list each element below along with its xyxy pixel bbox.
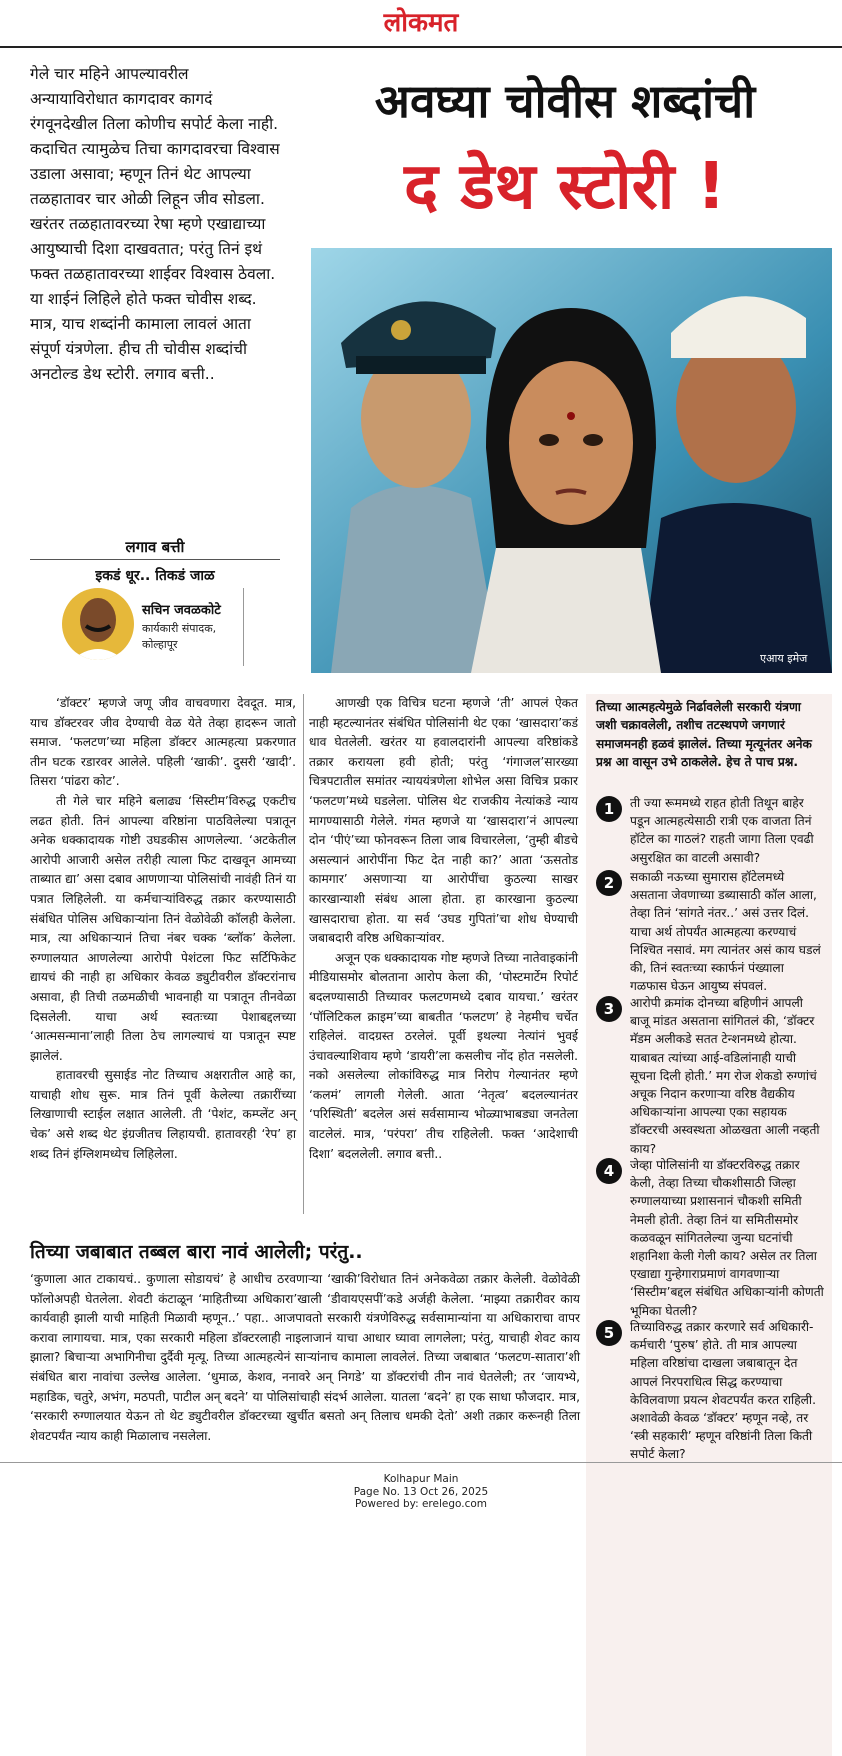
question-number-badge: 4 (596, 1158, 622, 1184)
question-item (596, 868, 824, 995)
column-tagline: इकडं धूर.. तिकडं जाळ (95, 568, 215, 584)
author-role (142, 621, 216, 653)
edition-name: Kolhapur Main (383, 1473, 459, 1485)
author-designation: कार्यकारी संपादक, (142, 622, 217, 635)
sidebar-intro: तिच्या आत्महत्येमुळे निर्ढावलेली सरकारी यंत्रणा जशी चक्रावलेली, तशीच तटस्थपणे जगणारं समाजमनही हळवं झालेलं. तिच्या मृत्यूनंतर अनेक प्रश्न आ वासून उभे ठाकलेले. हेच ते पाच प्रश्न. (596, 700, 812, 770)
paragraph: आणखी एक विचित्र घटना म्हणजे ‘ती’ आपलं ऐकत नाही म्हटल्यानंतर संबंधित पोलिसांनी थेट एका ‘खासदारा’कडं धाव घेतलेली. खरंतर या हवालदारांनी आपल्या वरिष्ठांकडे तक्रार करायला हवी होती; परंतु ‘गंगाजल’सारख्या चित्रपटातील समांतर न्याययंत्रणेला शोभेल असा विचित्र प्रकार ‘फलटण’मध्ये घडलेला. पोलिस थेट राजकीय नेत्यांकडे न्याय मागण्यासाठी गेलेले. गंमत म्हणजे या ‘खासदारा’नं आपल्या दोन ‘पीएं’च्या फोनवरून तिला जाब विचारलेला, ‘तुम्ही बीडचे असल्यानं आरोपींना फिट देत नाही का?’ आता ‘ऊसतोड कामगार’ असणाऱ्या या आरोपींचा कुठल्या साखर कारखान्याशी संबंध आला होता. हा कारखाना कुठल्या खासदाराचा होता. या सर्व ‘उघड गुपितां’चा शोध घेण्याची जबाबदारी वरिष्ठ अधिकाऱ्यांवर. (309, 696, 578, 946)
author-divider (243, 588, 244, 666)
headline-line1: अवघ्या चोवीस शब्दांची (374, 74, 756, 128)
paragraph: हातावरची सुसाईड नोट तिच्याच अक्षरातील आहे का, याचाही शोध सुरू. मात्र तिनं पूर्वी केलेल्या तक्रारींच्या लिखाणाची स्टाईल लक्षात आलेली. ती ‘पेशंट, कम्प्लेंट अन् चेक’ असे शब्द थेट इंग्रजीतच लिहायची. हातावरही ‘रेप’ हा शब्द तिनं इंग्लिशमध्येच लिहिलेला. (30, 1068, 296, 1161)
question-item (596, 794, 824, 867)
question-number-badge: 2 (596, 870, 622, 896)
newspaper-logo: लोकमत (383, 8, 459, 38)
question-text: सकाळी नऊच्या सुमारास हॉटेलमध्ये असताना जेवणाच्या डब्यासाठी कॉल आला, तेव्हा तिनं ‘सांगते नंतर..’ असं उत्तर दिलं. याचा अर्थ तोपर्यंत आत्महत्या करण्याचं निश्चित नसावं. मग त्यानंतर असं काय घडलं की, तिनं स्वतःच्या स्कार्फनं पंख्याला गळफास घेऊन आयुष्य संपवलं. (630, 870, 821, 994)
intro-paragraph: गेले चार महिने आपल्यावरील अन्यायाविरोधात कागदावर कागदं रंगवूनदेखील तिला कोणीच सपोर्ट केला नाही. कदाचित त्यामुळेच तिचा कागदावरचा विश्वास उडाला असावा; म्हणून तिनं थेट आपल्या तळहातावर चार ओळी लिहून जीव सोडला. खरंतर तळहातावरच्या रेषा म्हणे एखाद्याच्या आयुष्याची दिशा दाखवतात; परंतु तिनं इथं फक्त तळहातावरच्या शाईवर विश्वास ठेवला. या शाईनं लिहिले होते फक्त चोवीस शब्द. मात्र, याच शब्दांनी कामाला लावलं आता संपूर्ण यंत्रणेला. हीच ती चोवीस शब्दांची अनटोल्ड डेथ स्टोरी. लगाव बत्ती.. (30, 65, 280, 383)
woman-doctor-figure (471, 308, 661, 673)
paragraph: ‘डॉक्टर’ म्हणजे जणू जीव वाचवणारा देवदूत. मात्र, याच डॉक्टरवर जीव देण्याची वेळ येते तेव्हा हादरून जातो समाज. ‘फलटण’च्या महिला डॉक्टर आत्महत्या प्रकरणात तीन घटक रडारवर आलेले. पहिली ‘खाकी’. दुसरी ‘खादी’. तिसरा ‘पांढरा कोट’. (30, 696, 296, 789)
question-text: आरोपी क्रमांक दोनच्या बहिणीनं आपली बाजू मांडत असताना सांगितलं की, ‘डॉक्टर मॅडम अलीकडे सतत टेन्शनमध्ये होत्या. याबाबत त्यांच्या आई-वडिलांनाही याची सूचना दिली होती.’ मग रोज शेकडो रुग्णांचं अचूक निदान करणाऱ्या वरिष्ठ वैद्यकीय अधिकाऱ्यांना आपल्या एका सहायक डॉक्टरची अस्वस्थता ओळखता आली नव्हती काय? (630, 996, 820, 1156)
question-item (596, 1318, 824, 1464)
author-avatar (62, 588, 134, 660)
question-item (596, 1156, 824, 1320)
article-column-1 (30, 694, 296, 1164)
subsection-heading: तिच्या जबाबात तब्बल बारा नावं आलेली; परंतु.. (30, 1241, 363, 1263)
ai-illustration (311, 248, 832, 673)
paragraph: अजून एक धक्कादायक गोष्ट म्हणजे तिच्या नातेवाइकांनी मीडियासमोर बोलताना आरोप केला की, ‘पोस्टमार्टेम रिपोर्ट बदलण्यासाठी तिच्यावर फलटणमध्ये दबाव यायचा.’ खरंतर ‘पॉलिटिकल क्राइम’च्या बाबतीत ‘फलटण’ हे नेहमीच चर्चेत राहिलेलं. वादग्रस्त ठरलेलं. पूर्वी इथल्या नेत्यांनं भुवई उंचावल्याशिवाय म्हणे ‘डायरी’ला कसलीच नोंद होत नसलेली. नको असलेल्या लोकांविरुद्ध मात्र निरोप गेल्यानंतर म्हणे ‘कलमं’ लागली गेलेली. आता ‘नेतृत्व’ बदलल्यानंतर ‘परिस्थिती’ बदलेल असं सर्वसामान्य भोळ्याभाबड्या जनतेला वाटलेलं. मात्र, ‘परंपरा’ तीच राहिलेली. फक्त ‘आदेशाची दिशा’ बदललेली. लगाव बत्ती.. (309, 950, 578, 1161)
column-rule (303, 694, 304, 1214)
image-credit: एआय इमेज (760, 652, 808, 665)
question-item (596, 994, 824, 1158)
article-column-2 (309, 694, 578, 1164)
question-text: जेव्हा पोलिसांनी या डॉक्टरविरुद्ध तक्रार केली, तेव्हा तिच्या चौकशीसाठी जिल्हा रुग्णालयाच्या प्रशासनानं चौकशी समिती नेमली होती. तेव्हा तिनं या समितीसमोर कळवळून सांगितलेल्या जुन्या घटनांची शहानिशा केली गेली काय? असेल तर तिला एखाद्या गुन्हेगाराप्रमाणं वागवणाऱ्या ‘सिस्टीम’बद्दल संबंधित अधिकाऱ्यांनी कोणती भूमिका घेतली? (630, 1158, 824, 1318)
question-text: ती ज्या रूममध्ये राहत होती तिथून बाहेर पडून आत्महत्येसाठी रात्री एक वाजता तिनं हॉटेल का गाठलं? राहती जागा तिला एवढी असुरक्षित का वाटली असावी? (630, 796, 814, 865)
author-name: सचिन जवळकोटे (142, 603, 221, 618)
question-number-badge: 3 (596, 996, 622, 1022)
page-number-date: Page No. 13 Oct 26, 2025 (353, 1485, 489, 1498)
footer-rule (0, 1462, 842, 1463)
author-city: कोल्हापूर (142, 638, 178, 651)
subsection-body: ‘कुणाला आत टाकायचं.. कुणाला सोडायचं’ हे आधीच ठरवणाऱ्या ‘खाकी’विरोधात तिनं अनेकवेळा तक्रार केलेली. वेळोवेळी फॉलोअपही घेतलेला. शेवटी कंटाळून ‘माहितीच्या अधिकारा’खाली ‘डीवायएसपीं’कडे अर्जही केलेला. ‘माझ्या तक्रारीवर काय कार्यवाही झाली याची माहिती मिळावी म्हणून..’ पहा.. आजपावतो सरकारी यंत्रणेविरुद्ध सर्वसामान्यांना या अधिकाराचा वापर करावा लागायचा. मात्र, एका सरकारी महिला डॉक्टरलाही नाइलाजानं याचा आधार घ्यावा लागलेला; परंतु, याचाही शेवट काय झाला? बिचाऱ्या अभागिनीचा दुर्दैवी मृत्यू. तिच्या आत्महत्येनं साऱ्यांनाच कामाला लावलेलं. तिच्या जबाबात ‘फलटण-सातारा’शी संबंधित बारा नावांचा उल्लेख आलेला. ‘धुमाळ, केशव, ननावरे अन् निगडे’ या डॉक्टरांची तीन नावं घेतलेली; तर ‘जायभ्ये, महाडिक, चतुरे, अभंग, मठपती, पाटील अन् बदने’ या पोलिसांचाही संदर्भ आलेला. यातला ‘बदने’ हा एक साधा फौजदार. मात्र, ‘सरकारी रुग्णालयात येऊन तो थेट ड्युटीवरील डॉक्टरच्या खुर्चीत बसतो अन् तिलाच धमकी देतो’ अशी तक्रार करूनही तिला शेवटपर्यंत न्याय काही मिळालाच नसलेला. (30, 1272, 580, 1443)
column-name: लगाव बत्ती (30, 537, 280, 560)
illustration-svg (311, 248, 832, 673)
question-text: तिच्याविरुद्ध तक्रार करणारे सर्व अधिकारी-कर्मचारी ‘पुरुष’ होते. ती मात्र आपल्या महिला वरिष्ठांचा दाखला जबाबातून देत आपलं निरपराधित्व सिद्ध करण्याचा केविलवाणा प्रयत्न शेवटपर्यंत करत राहिली. अशावेळी केवळ ‘डॉक्टर’ म्हणून नव्हे, तर ‘स्त्री सहकारी’ म्हणून वरिष्ठांनी तिला किती सपोर्ट केला? (630, 1320, 816, 1462)
powered-by: Powered by: erelego.com (354, 1498, 488, 1510)
question-number-badge: 5 (596, 1320, 622, 1346)
page-footer (0, 1473, 842, 1511)
headline-line2: द डेथ स्टोरी ! (404, 150, 726, 224)
question-number-badge: 1 (596, 796, 622, 822)
paragraph: ती गेले चार महिने बलाढ्य ‘सिस्टीम’विरुद्ध एकटीच लढत होती. तिनं आपल्या वरिष्ठांना पाठविलेल्या पत्रातून अनेक धक्कादायक गोष्टी उघडकीस आणलेल्या. ‘अटकेतील आरोपी आजारी असेल तरीही त्याला फिट दाखवून आमच्या ताब्यात द्या’ असा दबाव आणणाऱ्या पोलिसांची नावंही तिनं या पत्रात लिहिलेली. या कर्मचाऱ्यांविरुद्ध तक्रार करण्यासाठी संबंधित पोलिस अधिकाऱ्यांना तिनं वेळोवेळी कॉलही केलेला. मात्र, त्या अधिकाऱ्यानं तिचा नंबर चक्क ‘ब्लॉक’ केलेला. रुग्णालयात आणलेल्या आरोपी पेशंटला फिट सर्टिफिकेट द्यायचं की नाही हा अधिकार केवळ ड्युटीवरील डॉक्टरांनाच असावा, ही तिची तळमळीची भावनाही या पत्रातून तीनवेळा दिसलेली. याचा अर्थ स्वतःच्या पेशाबद्दलच्या ‘आत्मसन्माना’लाही तिला ठेच लागल्याचं या पत्रातून स्पष्ट झालेलं. (30, 793, 296, 1063)
